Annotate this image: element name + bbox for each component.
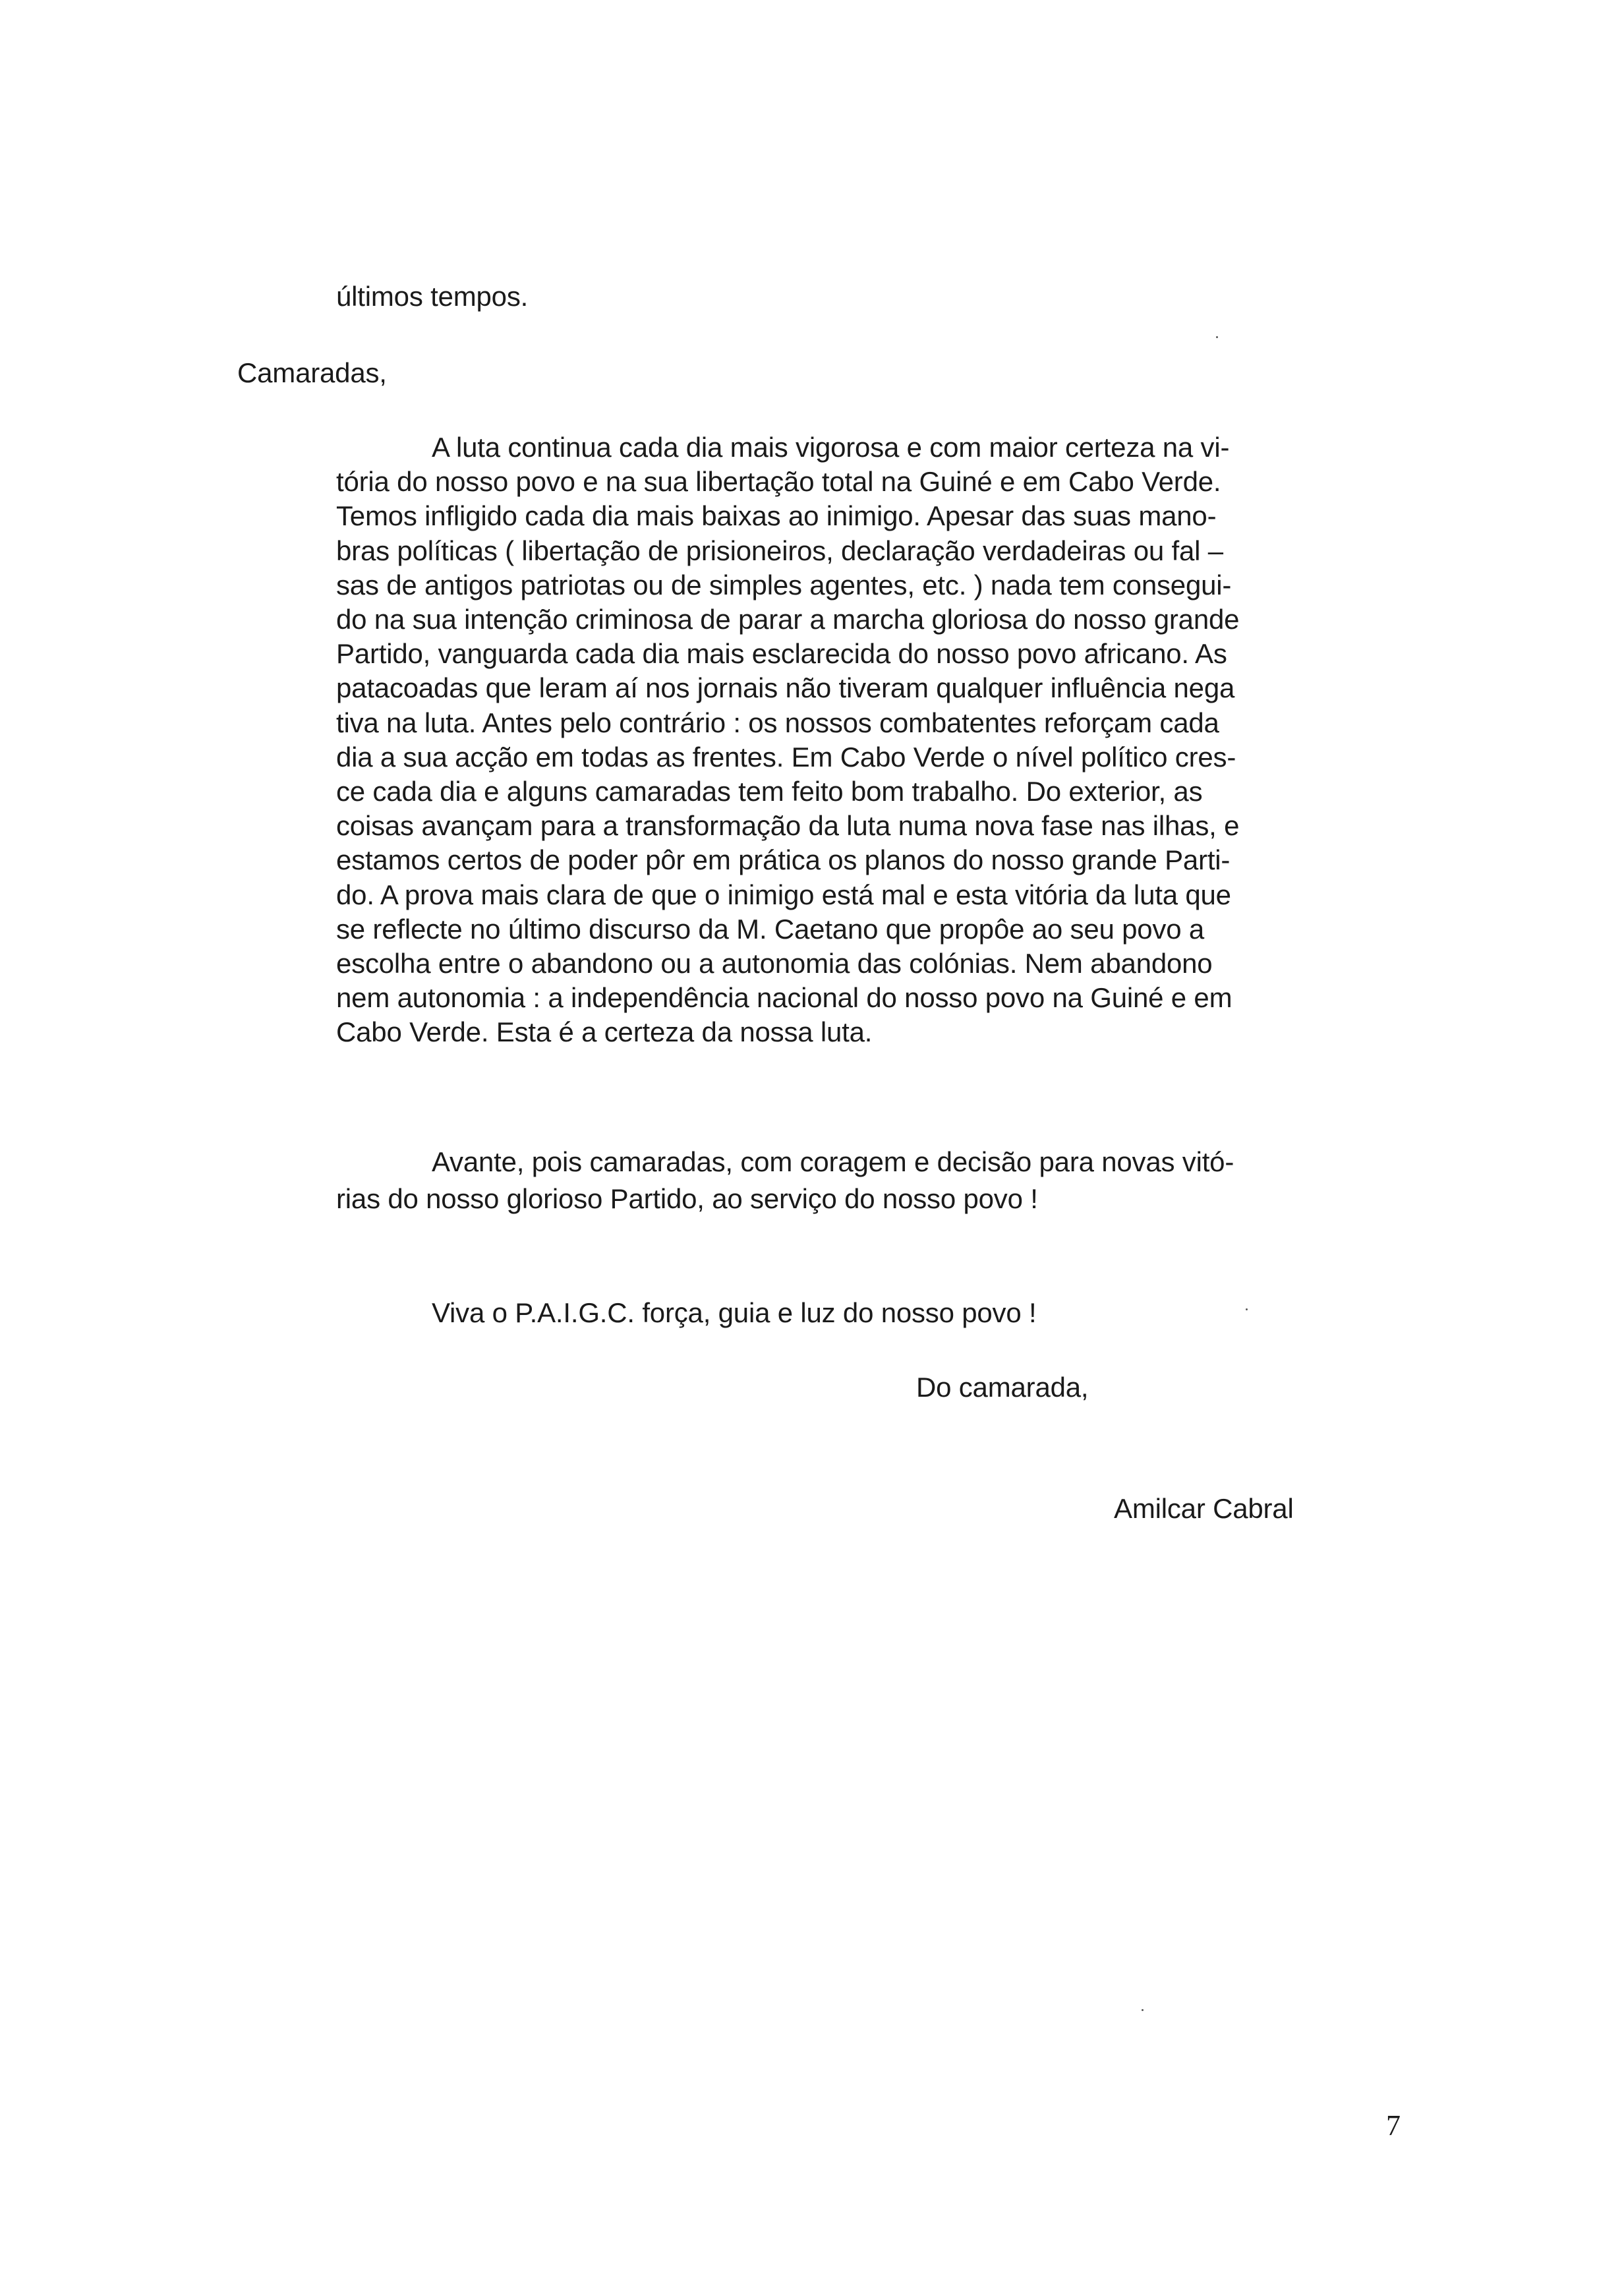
paragraph-1-line: tória do nosso povo e na sua libertação total na Guiné e em Cabo Verde. <box>336 466 1221 498</box>
paragraph-1-line: tiva na luta. Antes pelo contrário : os nossos combatentes reforçam cada <box>336 707 1219 738</box>
signature: Amilcar Cabral <box>1114 1493 1294 1524</box>
paragraph-1-line: patacoadas que leram aí nos jornais não tiveram qualquer influência nega <box>336 672 1235 704</box>
page-number: 7 <box>1386 2109 1401 2142</box>
paragraph-1-line: Temos infligido cada dia mais baixas ao inimigo. Apesar das suas mano- <box>336 500 1217 532</box>
paragraph-1-line: sas de antigos patriotas ou de simples agentes, etc. ) nada tem consegui- <box>336 569 1232 600</box>
paragraph-1-line: do. A prova mais clara de que o inimigo está mal e esta vitória da luta que <box>336 879 1231 910</box>
paragraph-1-line: dia a sua acção em todas as frentes. Em Cabo Verde o nível político cres- <box>336 741 1236 773</box>
paragraph-2-line: Avante, pois camaradas, com coragem e decisão para novas vitó- <box>432 1146 1234 1177</box>
paragraph-1-line: Cabo Verde. Esta é a certeza da nossa luta. <box>336 1016 873 1048</box>
paragraph-1-line: escolha entre o abandono ou a autonomia das colónias. Nem abandono <box>336 948 1213 979</box>
salutation: Camaradas, <box>237 357 387 388</box>
closing: Do camarada, <box>916 1372 1089 1403</box>
paragraph-2-line: rias do nosso glorioso Partido, ao serviço do nosso povo ! <box>336 1183 1038 1214</box>
paragraph-1-line: estamos certos de poder pôr em prática os planos do nosso grande Parti- <box>336 844 1231 876</box>
paragraph-1-line: A luta continua cada dia mais vigorosa e com maior certeza na vi- <box>432 432 1230 463</box>
paragraph-1-line: do na sua intenção criminosa de parar a marcha gloriosa do nosso grande <box>336 604 1240 635</box>
paragraph-1-line: ce cada dia e alguns camaradas tem feito bom trabalho. Do exterior, as <box>336 776 1203 807</box>
paragraph-2 <box>336 1144 1234 1217</box>
paragraph-1-line: nem autonomia : a independência nacional do nosso povo na Guiné e em <box>336 982 1232 1014</box>
scan-speck <box>1246 1308 1248 1310</box>
paragraph-1-line: coisas avançam para a transformação da luta numa nova fase nas ilhas, e <box>336 810 1240 842</box>
opening-continuation: últimos tempos. <box>336 281 529 312</box>
paragraph-1-line: Partido, vanguarda cada dia mais esclarecida do nosso povo africano. As <box>336 638 1227 670</box>
paragraph-1-line: se reflecte no último discurso da M. Caetano que propôe ao seu povo a <box>336 913 1205 945</box>
paragraph-1 <box>336 430 1239 1050</box>
scan-speck <box>1216 336 1218 338</box>
scan-speck <box>1142 2009 1144 2011</box>
slogan: Viva o P.A.I.G.C. força, guia e luz do nosso povo ! <box>432 1297 1037 1328</box>
paragraph-1-line: bras políticas ( libertação de prisioneiros, declaração verdadeiras ou fal – <box>336 535 1223 566</box>
